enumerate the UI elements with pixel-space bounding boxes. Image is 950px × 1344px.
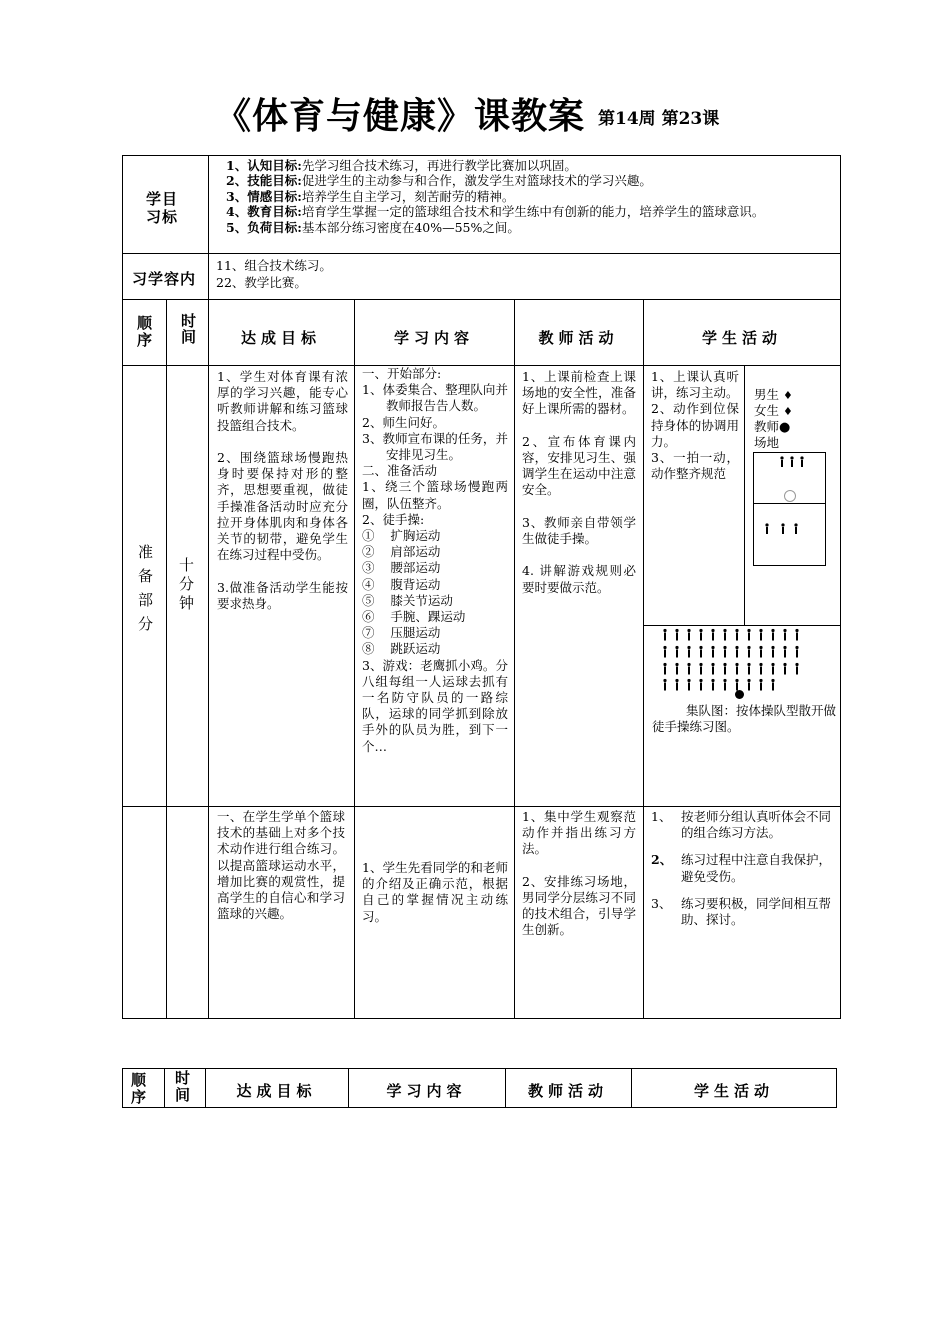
student-figure: [759, 629, 762, 632]
student-figure: [711, 646, 714, 649]
student-figure: [771, 679, 774, 682]
prep-order: 准备部分: [138, 543, 154, 633]
student-figure: [711, 679, 714, 682]
student-figure: [699, 646, 702, 649]
divider: [122, 299, 841, 300]
student-figure: [675, 679, 678, 682]
divider: [643, 625, 841, 626]
student-figure-body: [796, 650, 798, 658]
female-icon: ♦: [783, 405, 793, 418]
basic-teacher-text: 1、集中学生观察范动作并指出练习方法。 2、安排练习场地，男同学分层练习不同的技术组合，引导学生创新。: [522, 809, 636, 938]
goal-education: 4、教育目标:培育学生掌握一定的篮球组合技术和学生练中有创新的能力，培养学生的篮球意识。: [226, 204, 765, 220]
student-figure: [747, 663, 750, 666]
student-figure-body: [664, 667, 666, 675]
divider: [354, 299, 355, 1019]
student-figure: [687, 663, 690, 666]
student-figure: [771, 629, 774, 632]
student-figure: [699, 663, 702, 666]
student-figure-body: [772, 667, 774, 675]
student-figure-body: [688, 633, 690, 641]
learn-line: ③ 腰部运动: [362, 560, 441, 576]
prep-goal-text: 1、学生对体育课有浓厚的学习兴趣，能专心听教师讲解和练习篮球投篮组合技术。 2、围绕篮球场慢跑热身时要保持对形的整齐，思想要重视，做徒手操准备活动时应充分拉开身体肌肉和身体各关节的韧带，避免学生在练习过程中受伤。 3.做准备活动学生能按要求热身。: [217, 369, 348, 611]
header-teacher: 教师活动: [538, 329, 619, 347]
teacher-position-icon: [735, 690, 744, 699]
student-figure: [747, 629, 750, 632]
student-figure: [663, 629, 666, 632]
legend-male: 男生 ♦: [754, 387, 793, 402]
student-figure-body: [712, 667, 714, 675]
court-diagram: [753, 452, 826, 566]
student-figure: [735, 663, 738, 666]
divider: [643, 299, 644, 1019]
student-figure-body: [688, 667, 690, 675]
student-figure: [735, 679, 738, 682]
student-figure-body: [772, 650, 774, 658]
header2-order: 顺序: [131, 1071, 147, 1106]
student-figure-body: [724, 633, 726, 641]
student-figure-body: [664, 650, 666, 658]
divider: [208, 155, 209, 299]
student-figure: [675, 663, 678, 666]
student-figure-body: [760, 650, 762, 658]
learn-line: 1、绕三个篮球场慢跑两圈，队伍整齐。: [362, 479, 508, 511]
student-figure-body: [784, 667, 786, 675]
student-figure-body: [664, 633, 666, 641]
student-figure-body: [676, 667, 678, 675]
center-circle-icon: [784, 490, 796, 502]
student-figure-body: [712, 683, 714, 691]
divider: [514, 299, 515, 1019]
divider: [166, 299, 167, 1019]
student-figure: [795, 646, 798, 649]
student-figure: [759, 679, 762, 682]
header2-goal: 达成目标: [236, 1082, 317, 1100]
student-figure: [723, 663, 726, 666]
formation-caption: 集队图：按体操队型散开做徒手操练习图。: [652, 703, 837, 735]
basic-goal-text: 一、在学生学单个篮球技术的基础上对多个技术动作进行组合练习。以提高篮球运动水平，增加比赛的观赏性，提高学生的自信心和学习篮球的兴趣。: [217, 809, 345, 922]
student-figure-body: [736, 667, 738, 675]
legend-teacher: 教师●: [754, 419, 791, 435]
student-figure: [735, 629, 738, 632]
learn-line: 3、游戏：老鹰抓小鸡。分八组每组一人运球去抓有一名防守队员的一路综队，运球的同学抓到除放手外的队员为胜，到下一个…: [362, 657, 508, 754]
content-item-1: 11、组合技术练习。: [216, 258, 332, 273]
teacher-dot-icon: ●: [779, 420, 791, 435]
list-item: 3、 练习要积极，同学间相互帮助、探讨。: [651, 895, 832, 928]
learn-line: 2、徒手操:: [362, 511, 425, 527]
student-figure: [675, 646, 678, 649]
divider: [164, 1068, 165, 1108]
learn-line: ② 肩部运动: [362, 544, 441, 560]
student-figure: [747, 679, 750, 682]
student-figure-body: [700, 650, 702, 658]
student-figure: [687, 646, 690, 649]
court-players-top: [778, 456, 808, 468]
student-figure-body: [688, 650, 690, 658]
prep-teacher-text: 1、上课前检查上课场地的安全性，准备好上课所需的器材。 2、宣布体育课内容，安排见习生、强调学生在运动中注意安全。 3、教师亲自带领学生做徒手操。 4. 讲解游戏规则必要时要做示范。: [522, 369, 636, 595]
goal-load: 5、负荷目标:基本部分练习密度在40%—55%之间。: [226, 219, 520, 235]
student-figure-body: [748, 683, 750, 691]
page-title: 《体育与健康》课教案: [215, 95, 586, 137]
header-time: 时间: [181, 312, 197, 346]
learn-line: 1、体委集合、整理队向并教师报告告人数。: [362, 382, 508, 414]
student-figure: [675, 629, 678, 632]
student-figure: [795, 629, 798, 632]
content-label: 习学容内: [132, 270, 197, 288]
header-learn: 学习内容: [393, 329, 474, 347]
learn-line: ⑧ 跳跃运动: [362, 641, 441, 657]
learn-line: 一、开始部分:: [362, 366, 442, 381]
student-figure-body: [748, 650, 750, 658]
student-figure-body: [724, 683, 726, 691]
legend-field: 场地: [754, 435, 780, 450]
student-figure: [663, 679, 666, 682]
student-figure-body: [700, 633, 702, 641]
legend-female: 女生 ♦: [754, 403, 793, 418]
student-figure-body: [748, 633, 750, 641]
student-figure-body: [796, 667, 798, 675]
prep-time: 十分钟: [179, 556, 195, 612]
student-figure-body: [760, 667, 762, 675]
student-figure: [783, 646, 786, 649]
student-figure: [783, 663, 786, 666]
header-goal: 达成目标: [240, 329, 321, 347]
student-figure: [795, 663, 798, 666]
student-figure-body: [724, 667, 726, 675]
week-lesson: 第14周 第23课: [598, 109, 720, 129]
content-item-2: 22、教学比赛。: [216, 275, 307, 290]
goal-skill: 2、技能目标:促进学生的主动参与和合作，激发学生对篮球技术的学习兴趣。: [226, 173, 652, 189]
student-figure-body: [796, 633, 798, 641]
male-icon: ♦: [783, 389, 793, 402]
student-figure-body: [784, 650, 786, 658]
list-item: 2、 练习过程中注意自我保护，避免受伤。: [651, 852, 832, 884]
student-figure: [711, 629, 714, 632]
learn-line: ⑤ 膝关节运动: [362, 592, 453, 608]
student-figure: [687, 629, 690, 632]
student-figure-body: [772, 633, 774, 641]
student-figure-body: [676, 650, 678, 658]
student-figure-body: [760, 683, 762, 691]
prep-student-text: 1、上课认真听讲，练习主动。 2、动作到位保持身体的协调用力。 3、一拍一动，动作整齐规范: [651, 369, 739, 482]
basic-student-list: [651, 809, 835, 928]
basic-learn-text: 1、学生先看同学的和老师的介绍及正确示范，根据自己的掌握情况主动练习。: [362, 860, 508, 924]
goal-emotion: 3、情感目标:培养学生自主学习，刻苦耐劳的精神。: [226, 188, 515, 204]
goals-label: 学目习标: [146, 190, 179, 226]
divider: [122, 806, 841, 807]
student-figure-body: [700, 683, 702, 691]
student-figure-body: [664, 683, 666, 691]
student-figure: [783, 629, 786, 632]
student-figure: [735, 646, 738, 649]
student-figure-body: [772, 683, 774, 691]
header2-time: 时间: [175, 1069, 191, 1104]
student-figure-body: [736, 633, 738, 641]
learn-line: 3、教师宣布课的任务，并安排见习生。: [362, 430, 508, 463]
student-figure-body: [724, 650, 726, 658]
divider: [208, 299, 209, 1019]
student-figure-body: [760, 633, 762, 641]
student-figure: [723, 629, 726, 632]
student-figure: [687, 679, 690, 682]
student-figure: [663, 646, 666, 649]
student-figure: [699, 629, 702, 632]
learn-line: ⑦ 压腿运动: [362, 625, 441, 641]
divider: [122, 253, 841, 254]
student-figure-body: [700, 667, 702, 675]
student-figure: [759, 646, 762, 649]
header2-teacher: 教师活动: [527, 1082, 608, 1100]
header-order: 顺序: [137, 314, 153, 349]
student-figure-body: [784, 633, 786, 641]
student-figure: [699, 679, 702, 682]
divider: [744, 365, 745, 625]
student-figure-body: [712, 650, 714, 658]
list-item: 1、 按老师分组认真听体会不同的组合练习方法。: [651, 809, 832, 841]
student-figure: [771, 663, 774, 666]
court-players-bottom: [763, 523, 803, 535]
court-midline: [753, 503, 826, 504]
learn-line: 2、师生问好。: [362, 414, 445, 430]
student-figure: [771, 646, 774, 649]
learn-line: ⑥ 手腕、踝运动: [362, 609, 466, 625]
student-figure-body: [712, 633, 714, 641]
goal-cognitive: 1、认知目标:先学习组合技术练习，再进行教学比赛加以巩固。: [226, 158, 577, 173]
goals-list: [226, 158, 836, 235]
student-figure-body: [676, 633, 678, 641]
student-figure: [711, 663, 714, 666]
prep-learn-list: [362, 366, 508, 755]
header2-student: 学生活动: [693, 1082, 774, 1100]
student-figure-body: [676, 683, 678, 691]
student-figure: [663, 663, 666, 666]
student-figure: [723, 646, 726, 649]
learn-line: ④ 腹背运动: [362, 576, 441, 592]
header-student: 学生活动: [701, 329, 782, 347]
student-figure: [747, 646, 750, 649]
student-figure: [723, 679, 726, 682]
header2-learn: 学习内容: [386, 1082, 467, 1100]
student-figure-body: [736, 650, 738, 658]
student-figure-body: [688, 683, 690, 691]
learn-line: 二、准备活动: [362, 463, 438, 479]
student-figure-body: [748, 667, 750, 675]
student-figure: [759, 663, 762, 666]
learn-line: ① 扩胸运动: [362, 528, 441, 544]
